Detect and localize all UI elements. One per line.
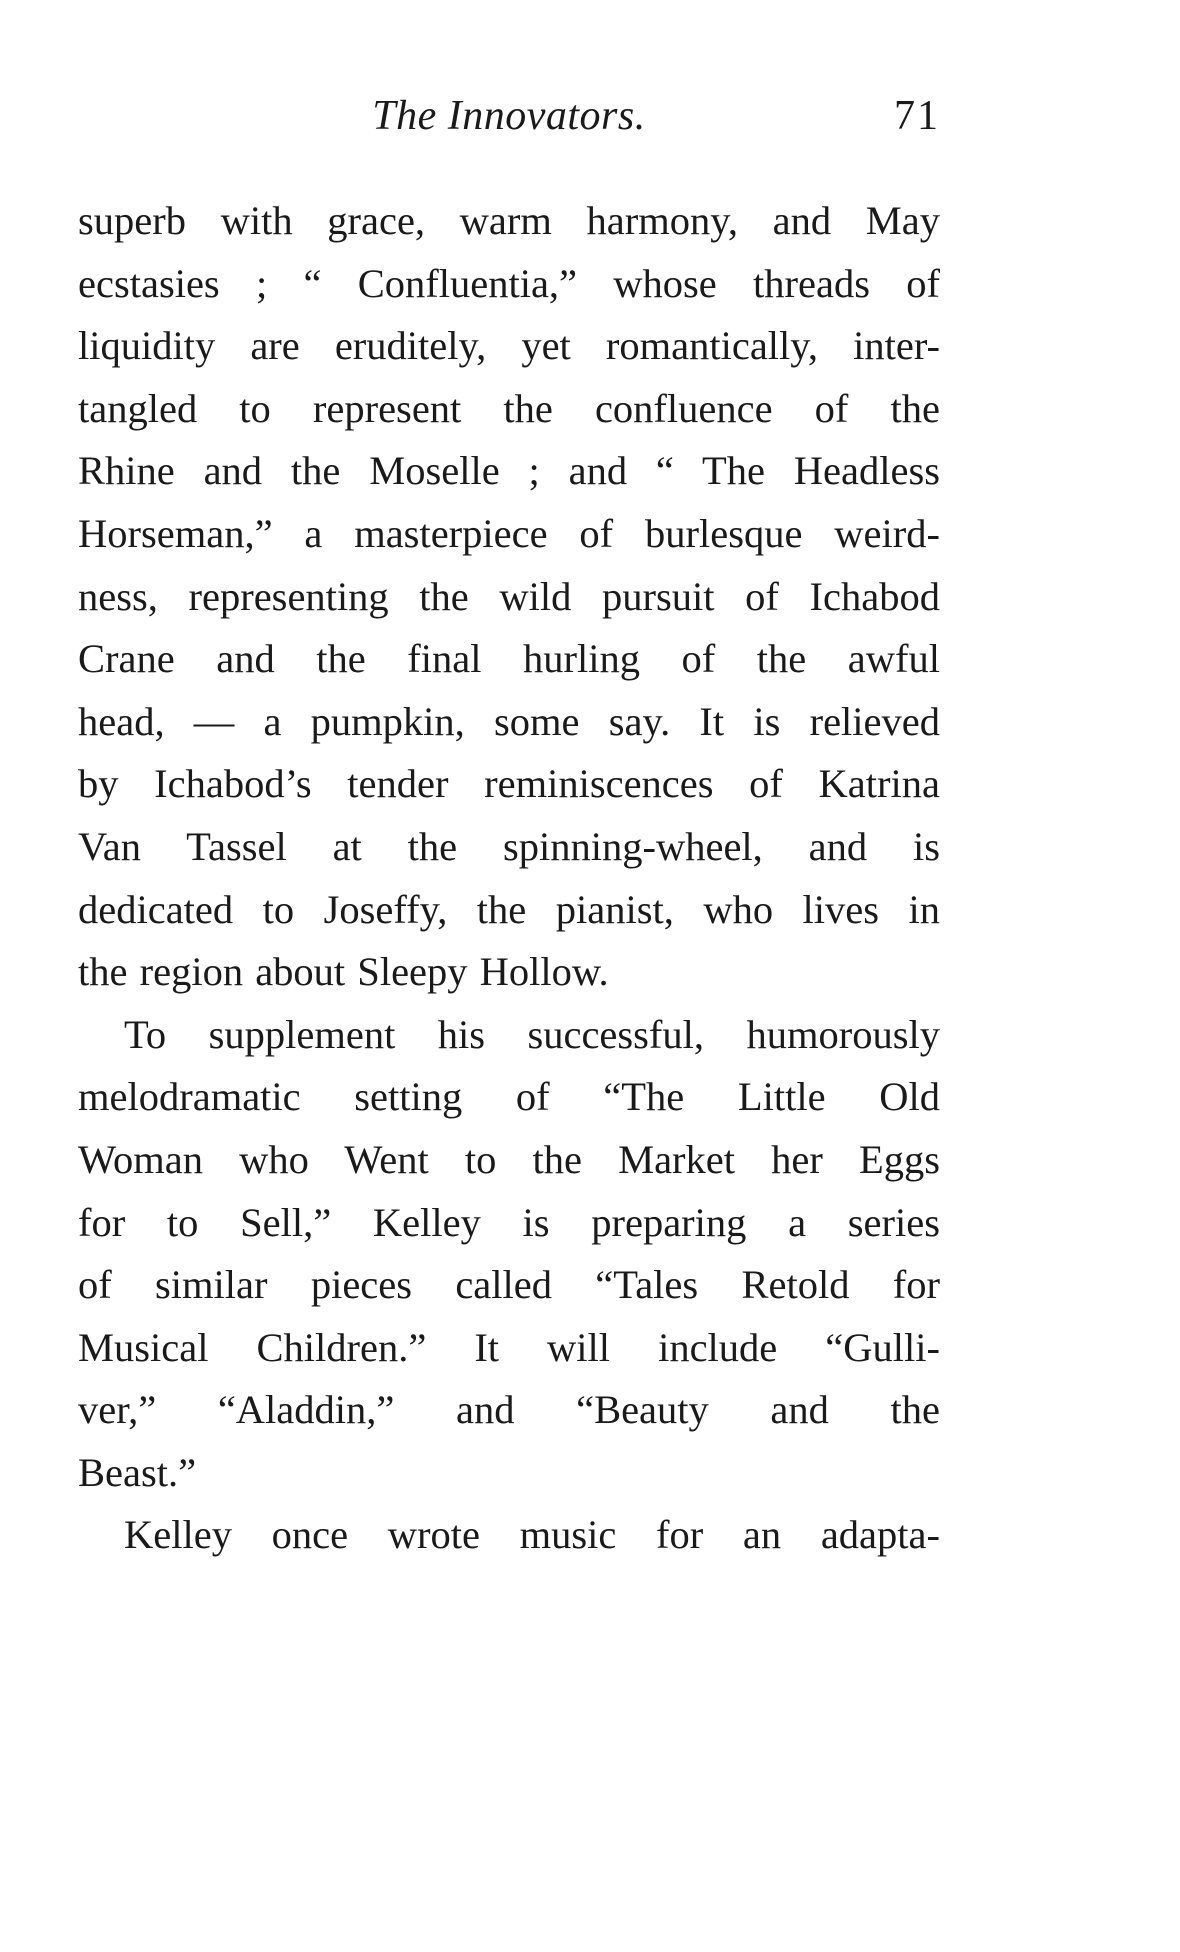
- text-line: the region about Sleepy Hollow.: [78, 949, 609, 995]
- running-header: [78, 92, 940, 152]
- text-line: Rhine and the Moselle ; and “ The Headless: [78, 448, 940, 494]
- paragraph-3: [78, 1504, 940, 1567]
- text-line: Musical Children.” It will include “Gulli-: [78, 1324, 940, 1370]
- text-line: To supplement his successful, humorously: [124, 1011, 940, 1057]
- text-line: head, — a pumpkin, some say. It is relieved: [78, 698, 940, 744]
- text-line: superb with grace, warm harmony, and May: [78, 198, 940, 243]
- text-line: liquidity are eruditely, yet romantically, inter-: [78, 323, 940, 369]
- paragraph-2: [78, 1004, 940, 1505]
- text-line: for to Sell,” Kelley is preparing a series: [78, 1199, 940, 1245]
- text-line: of similar pieces called “Tales Retold for: [78, 1262, 940, 1308]
- text-line: Woman who Went to the Market her Eggs: [78, 1136, 940, 1182]
- text-line: dedicated to Joseffy, the pianist, who lives in: [78, 886, 940, 932]
- text-line: Beast.”: [78, 1449, 197, 1495]
- text-line: ver,” “Aladdin,” and “Beauty and the: [78, 1387, 940, 1433]
- text-line: by Ichabod’s tender reminiscences of Katrina: [78, 761, 940, 807]
- paragraph-1: [78, 190, 940, 1004]
- running-title: The Innovators.: [372, 93, 646, 139]
- text-line: tangled to represent the confluence of the: [78, 385, 940, 431]
- text-line: melodramatic setting of “The Little Old: [78, 1074, 940, 1120]
- text-line: ecstasies ; “ Confluentia,” whose threads of: [78, 260, 940, 306]
- text-line: Crane and the final hurling of the awful: [78, 636, 940, 682]
- text-line: Horseman,” a masterpiece of burlesque weird-: [78, 510, 940, 556]
- body-text: [78, 190, 940, 1567]
- text-line: ness, representing the wild pursuit of Ichabod: [78, 573, 940, 619]
- text-line: Kelley once wrote music for an adapta-: [124, 1512, 940, 1558]
- text-line: Van Tassel at the spinning-wheel, and is: [78, 823, 940, 869]
- page-number: 71: [894, 93, 940, 139]
